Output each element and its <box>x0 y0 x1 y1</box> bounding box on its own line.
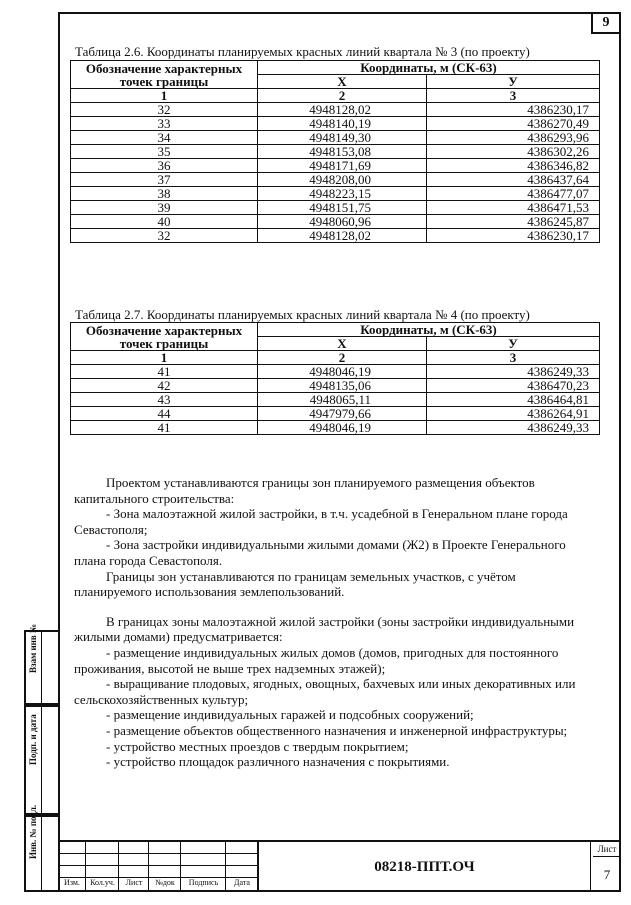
stamp-col-podp: Подпись <box>188 878 219 887</box>
table1-cell-p: 35 <box>71 145 258 159</box>
table2-cell-x: 4948046,19 <box>258 365 427 379</box>
table1-cell-p: 36 <box>71 159 258 173</box>
paragraph: В границах зоны малоэтажной жилой застройки (зоны застройки индивидуальными жилыми домами) предусматривается: <box>74 613 575 645</box>
table1-cell-x: 4948223,15 <box>258 187 427 201</box>
table2-cell-x: 4947979,66 <box>258 407 427 421</box>
paragraph: - устройство местных проездов с твердым покрытием; <box>106 738 409 754</box>
table1-cell-x: 4948208,00 <box>258 173 427 187</box>
table-row <box>71 393 600 407</box>
table-row <box>71 159 600 173</box>
table-row <box>71 229 600 243</box>
paragraph: - размещение индивидуальных гаражей и подсобных сооружений; <box>106 707 474 723</box>
table2-cell-y: 4386249,33 <box>427 421 600 435</box>
table2-cell-p: 41 <box>71 365 258 379</box>
table1-cell-p: 32 <box>71 103 258 117</box>
paragraph: - выращивание плодовых, ягодных, овощных, бахчевых или иных декоративных или сельскохозяйственных культур; <box>74 676 576 707</box>
table1-num-1: 1 <box>71 89 258 103</box>
side-inv-orig <box>24 804 58 892</box>
table2-header-point: Обозначение характерных точек границы <box>71 323 258 351</box>
paragraph: Границы зон устанавливаются по границам земельных участков, с учётом планируемого использования землепользований. <box>74 568 516 600</box>
table1-header-point: Обозначение характерных точек границы <box>71 61 258 89</box>
table2-cell-p: 41 <box>71 421 258 435</box>
table1-cell-p: 38 <box>71 187 258 201</box>
table1-cell-y: 4386471,53 <box>427 201 600 215</box>
table2-cell-y: 4386249,33 <box>427 365 600 379</box>
table-row <box>71 201 600 215</box>
table2-cell-y: 4386470,23 <box>427 379 600 393</box>
table1-cell-y: 4386346,82 <box>427 159 600 173</box>
table1 <box>70 60 600 243</box>
stamp-col-izm: Изм. <box>64 878 80 887</box>
table1-cell-y: 4386293,96 <box>427 131 600 145</box>
table1-header-x: X <box>258 75 427 89</box>
table2-cell-x: 4948065,11 <box>258 393 427 407</box>
sheet-label: Лист <box>593 842 621 857</box>
paragraph: Проектом устанавливаются границы зон планируемого размещения объектов капитального строительства: <box>74 475 535 506</box>
table-row <box>71 187 600 201</box>
table2-header-coords: Координаты, м (СК-63) <box>258 323 600 337</box>
table2-cell-x: 4948046,19 <box>258 421 427 435</box>
paragraph: - размещение индивидуальных жилых домов (домов, пригодных для постоянного проживания, высотой не выше трех надземных этажей); <box>74 644 559 676</box>
table2-num-3: 3 <box>427 351 600 365</box>
stamp-col-list: Лист <box>125 878 143 887</box>
table1-cell-y: 4386437,64 <box>427 173 600 187</box>
side-inv-replace <box>24 623 58 705</box>
table2-num-1: 1 <box>71 351 258 365</box>
table2-num-2: 2 <box>258 351 427 365</box>
table2-header-y: У <box>427 337 600 351</box>
table1-header-y: У <box>427 75 600 89</box>
table1-caption: Таблица 2.6. Координаты планируемых красных линий квартала № 3 (по проекту) <box>75 44 530 59</box>
table2-caption: Таблица 2.7. Координаты планируемых красных линий квартала № 4 (по проекту) <box>75 307 530 322</box>
table1-cell-x: 4948128,02 <box>258 229 427 243</box>
table1-cell-x: 4948149,30 <box>258 131 427 145</box>
table1-cell-p: 33 <box>71 117 258 131</box>
stamp-col-ndok: №док <box>155 878 175 887</box>
side-label: Подп. и дата <box>28 714 38 765</box>
table1-cell-y: 4386230,17 <box>427 229 600 243</box>
table-row <box>71 365 600 379</box>
side-label: Инв. № подл. <box>28 804 38 859</box>
table1-cell-x: 4948060,96 <box>258 215 427 229</box>
table-row <box>71 215 600 229</box>
table1-cell-y: 4386245,87 <box>427 215 600 229</box>
side-sign-date <box>24 705 58 815</box>
table1-header-coords: Координаты, м (СК-63) <box>258 61 600 75</box>
table-row <box>71 117 600 131</box>
table2-cell-p: 42 <box>71 379 258 393</box>
table-row <box>71 131 600 145</box>
paragraph: - Зона застройки индивидуальными жилыми домами (Ж2) в Проекте Генерального плана города Севастополя. <box>74 537 566 568</box>
table1-cell-p: 32 <box>71 229 258 243</box>
table-row <box>71 103 600 117</box>
table-row <box>71 173 600 187</box>
paragraph: - Зона малоэтажной жилой застройки, в т.ч. усадебной в Генеральном плане города Севастополя; <box>74 506 568 537</box>
table1-cell-x: 4948128,02 <box>258 103 427 117</box>
page-number: 9 <box>591 12 621 34</box>
document-code: 08218-ППТ.ОЧ <box>258 842 591 892</box>
table1-cell-y: 4386302,26 <box>427 145 600 159</box>
body-text <box>74 475 594 770</box>
table1-cell-x: 4948171,69 <box>258 159 427 173</box>
table1-cell-y: 4386230,17 <box>427 103 600 117</box>
sheet-number: 7 <box>603 867 611 882</box>
table1-cell-p: 34 <box>71 131 258 145</box>
table-row <box>71 145 600 159</box>
table2-cell-y: 4386464,81 <box>427 393 600 407</box>
table2 <box>70 322 600 435</box>
table1-cell-y: 4386270,49 <box>427 117 600 131</box>
table1-num-2: 2 <box>258 89 427 103</box>
table1-cell-p: 37 <box>71 173 258 187</box>
table1-cell-y: 4386477,07 <box>427 187 600 201</box>
paragraph: - устройство площадок различного назначения с покрытиями. <box>106 754 450 770</box>
paragraph: - размещение объектов общественного назначения и инженерной инфраструктуры; <box>106 722 568 738</box>
table-row <box>71 421 600 435</box>
table1-cell-x: 4948140,19 <box>258 117 427 131</box>
table2-cell-y: 4386264,91 <box>427 407 600 421</box>
table2-header-x: X <box>258 337 427 351</box>
table2-cell-p: 43 <box>71 393 258 407</box>
side-label: Взам инв № <box>28 623 38 673</box>
table2-cell-x: 4948135,06 <box>258 379 427 393</box>
table-row <box>71 407 600 421</box>
title-block <box>58 840 621 892</box>
stamp-col-kol: Кол.уч. <box>90 878 115 887</box>
table1-cell-p: 39 <box>71 201 258 215</box>
table1-cell-p: 40 <box>71 215 258 229</box>
table1-num-3: 3 <box>427 89 600 103</box>
stamp-col-data: Дата <box>234 878 250 887</box>
table-row <box>71 379 600 393</box>
table1-cell-x: 4948151,75 <box>258 201 427 215</box>
table1-cell-x: 4948153,08 <box>258 145 427 159</box>
table2-cell-p: 44 <box>71 407 258 421</box>
